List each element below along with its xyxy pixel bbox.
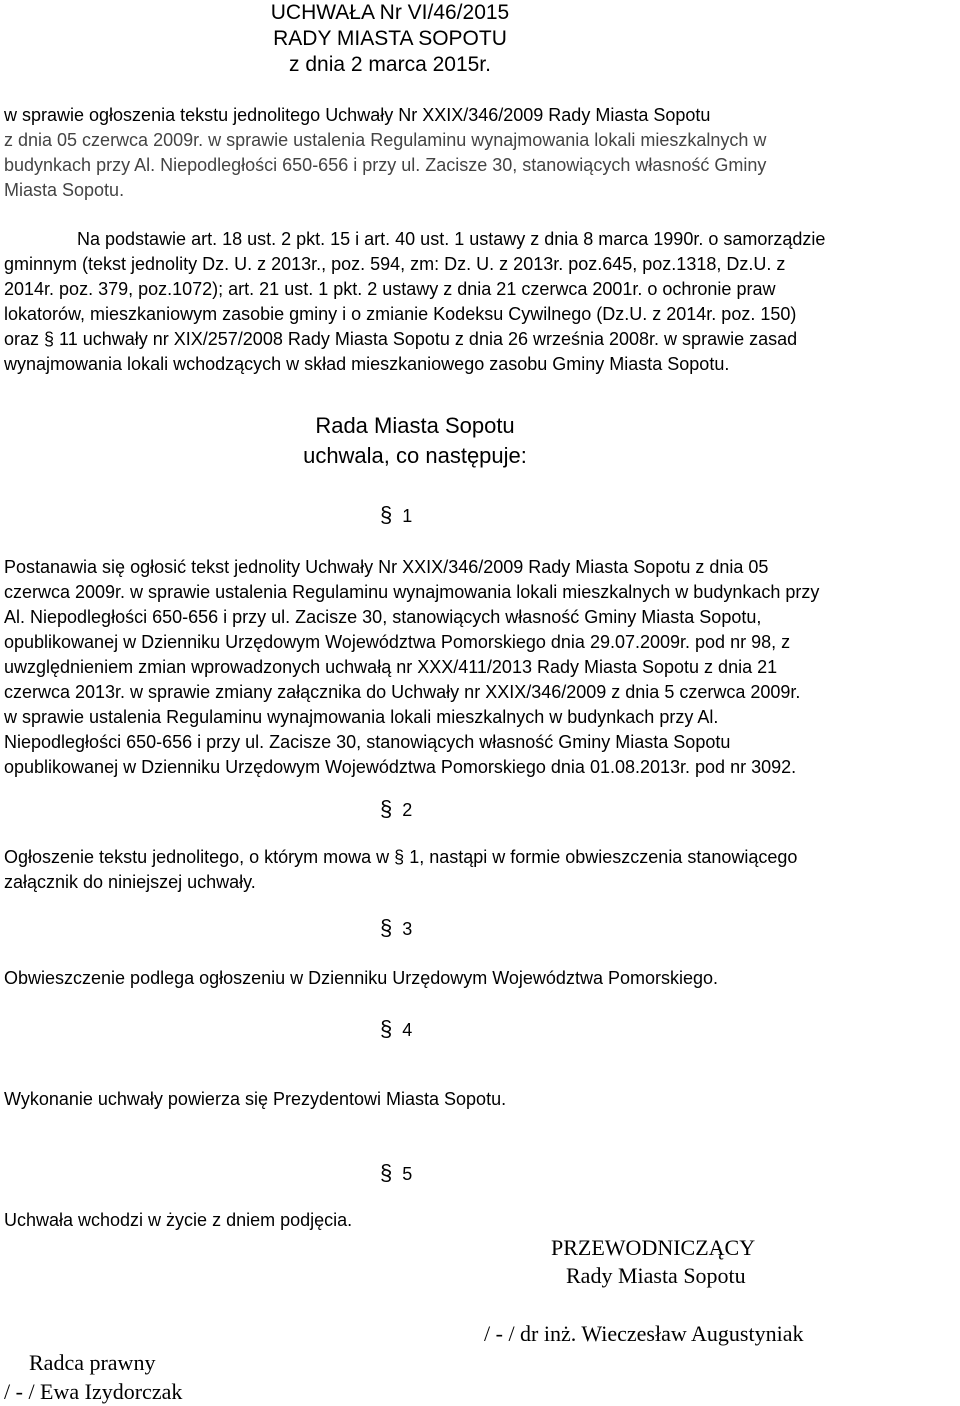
basis-line: lokatorów, mieszkaniowym zasobie gminy i o zmianie Kodeksu Cywilnego (Dz.U. z 2014r. poz. 150): [4, 304, 797, 324]
section-5-text: Uchwała wchodzi w życie z dniem podjęcia.: [4, 1210, 353, 1230]
text-line: czerwca 2013r. w sprawie zmiany załącznika do Uchwały nr XXIX/346/2009 z dnia 5 czerwca 2009r.: [4, 682, 801, 702]
subject-line: w sprawie ogłoszenia tekstu jednolitego Uchwały Nr XXIX/346/2009 Rady Miasta Sopotu: [4, 105, 711, 125]
section-number: 4: [402, 1020, 413, 1040]
subject-line: z dnia 05 czerwca 2009r. w sprawie ustalenia Regulaminu wynajmowania lokali mieszkalnych w: [4, 130, 767, 150]
text-line: opublikowanej w Dzienniku Urzędowym Województwa Pomorskiego dnia 29.07.2009r. pod nr 98, z: [4, 632, 791, 652]
basis-line: 2014r. poz. 379, poz.1072); art. 21 ust. 1 pkt. 2 ustawy z dnia 21 czerwca 2001r. o ochronie praw: [4, 279, 776, 299]
text-line: Niepodległości 650-656 i przy ul. Zacisze 30, stanowiących własność Gminy Miasta Sopotu: [4, 732, 731, 752]
text-line: Al. Niepodległości 650-656 i przy ul. Zacisze 30, stanowiących własność Gminy Miasta Sopotu,: [4, 607, 762, 627]
text-line: Postanawia się ogłosić tekst jednolity Uchwały Nr XXIX/346/2009 Rady Miasta Sopotu z dnia 05: [4, 557, 769, 577]
section-mark-3: [380, 915, 412, 942]
basis-line: wynajmowania lokali wchodzących w skład mieszkaniowego zasobu Gminy Miasta Sopotu.: [4, 354, 730, 374]
section-number: 2: [402, 800, 413, 820]
section-number: 1: [402, 506, 413, 526]
legal-counsel-title: Radca prawny: [29, 1350, 156, 1375]
basis-line: oraz § 11 uchwały nr XIX/257/2008 Rady Miasta Sopotu z dnia 26 września 2008r. w sprawie zasad: [4, 329, 798, 349]
subject-line: Miasta Sopotu.: [4, 180, 125, 200]
section-symbol: §: [380, 915, 393, 940]
resolves-heading: uchwala, co następuje:: [303, 443, 527, 468]
text-line: w sprawie ustalenia Regulaminu wynajmowania lokali mieszkalnych w budynkach przy Al.: [4, 707, 719, 727]
section-mark-4: [380, 1016, 412, 1043]
section-symbol: §: [380, 1160, 393, 1185]
resolution-number: UCHWAŁA Nr VI/46/2015: [270, 1, 510, 24]
section-4-text: Wykonanie uchwały powierza się Prezydentowi Miasta Sopotu.: [4, 1089, 507, 1109]
chairman-title: PRZEWODNICZĄCY: [551, 1235, 756, 1260]
section-mark-1: [380, 502, 412, 529]
section-symbol: §: [380, 796, 393, 821]
section-number: 3: [402, 919, 413, 939]
legal-counsel-name: / - / Ewa Izydorczak: [4, 1379, 183, 1404]
subject-line: budynkach przy Al. Niepodległości 650-656 i przy ul. Zacisze 30, stanowiących własność Gminy: [4, 155, 767, 175]
text-line: załącznik do niniejszej uchwały.: [4, 872, 256, 892]
council-heading: Rada Miasta Sopotu: [315, 413, 515, 438]
issuing-body: RADY MIASTA SOPOTU: [273, 27, 507, 50]
text-line: czerwca 2009r. w sprawie ustalenia Regulaminu wynajmowania lokali mieszkalnych w budynkach przy: [4, 582, 820, 602]
text-line: uwzględnieniem zmian wprowadzonych uchwałą nr XXX/411/2013 Rady Miasta Sopotu z dnia 21: [4, 657, 778, 677]
section-mark-2: [380, 796, 412, 823]
text-line: Ogłoszenie tekstu jednolitego, o którym mowa w § 1, nastąpi w formie obwieszczenia stanowiącego: [4, 847, 798, 867]
basis-line: gminnym (tekst jednolity Dz. U. z 2013r., poz. 594, zm: Dz. U. z 2013r. poz.645, poz.1318, Dz.U. z: [4, 254, 786, 274]
section-3-text: Obwieszczenie podlega ogłoszeniu w Dzienniku Urzędowym Województwa Pomorskiego.: [4, 968, 719, 988]
section-mark-5: [380, 1160, 412, 1187]
chairman-body: Rady Miasta Sopotu: [566, 1263, 746, 1288]
resolution-date: z dnia 2 marca 2015r.: [289, 53, 491, 76]
text-line: opublikowanej w Dzienniku Urzędowym Województwa Pomorskiego dnia 01.08.2013r. pod nr 3092.: [4, 757, 797, 777]
section-symbol: §: [380, 502, 393, 527]
chairman-name: / - / dr inż. Wieczesław Augustyniak: [484, 1321, 804, 1346]
section-number: 5: [402, 1164, 413, 1184]
basis-line: Na podstawie art. 18 ust. 2 pkt. 15 i art. 40 ust. 1 ustawy z dnia 8 marca 1990r. o samorządzie: [77, 229, 826, 249]
section-symbol: §: [380, 1016, 393, 1041]
